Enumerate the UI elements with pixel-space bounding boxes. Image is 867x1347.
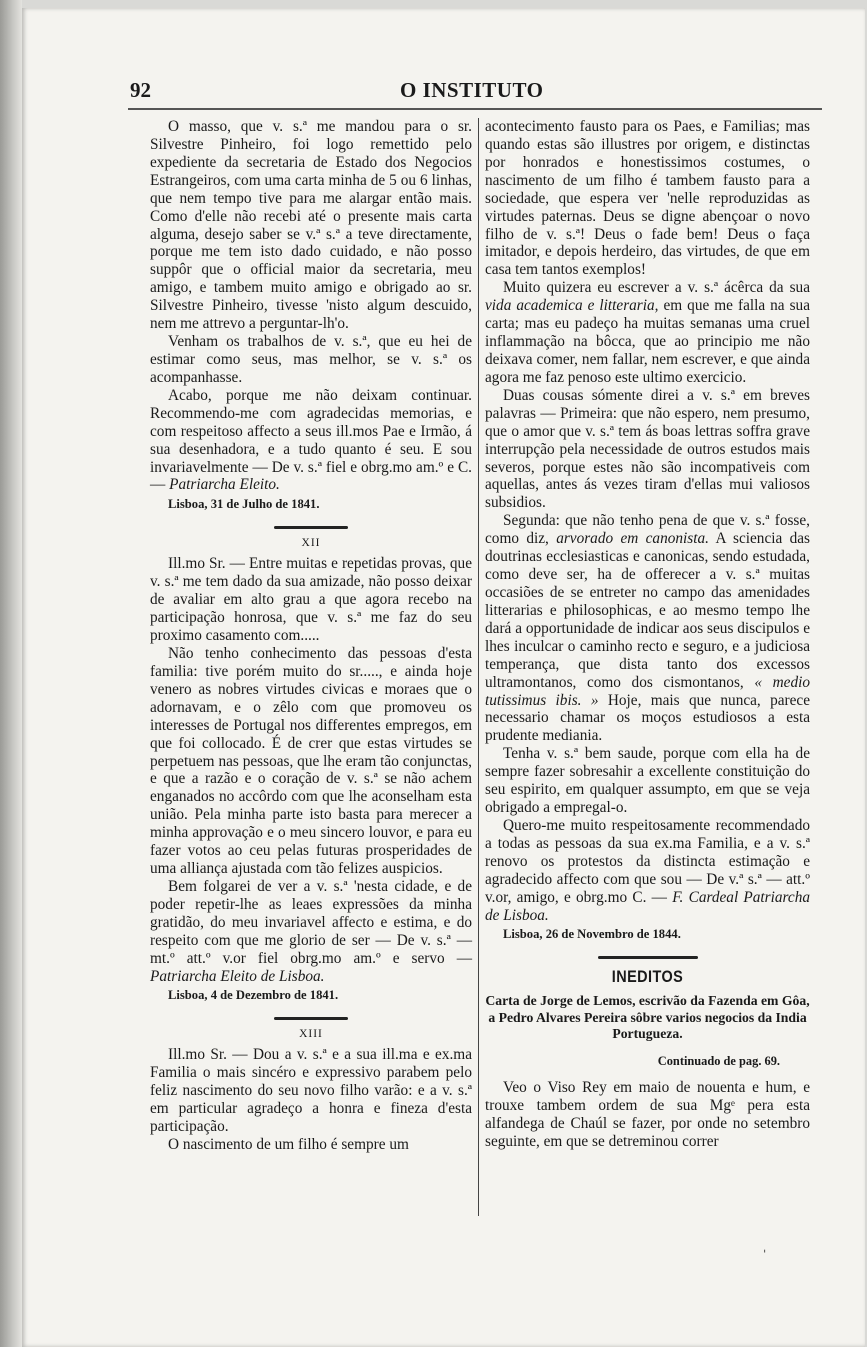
header-rule xyxy=(128,108,822,110)
paragraph: acontecimento fausto para os Paes, e Familias; mas quando estas são illustres por origem, e distinctas por honrados e honestissimos costumes, o nascimento de um filho é tambem fausto para a sociedade, que espera ver 'nelle reproduzidas as virtudes paternas. Deus se digne abençoar o novo filho de v. s.ª! Deus o fade bem! Deus o faça imitador, e depois herdeiro, das virtudes, de que em casa tem tantos exemplos! xyxy=(485,118,810,279)
section-separator xyxy=(485,956,810,959)
signature: Patriarcha Eleito. xyxy=(169,476,280,494)
paragraph xyxy=(485,817,810,925)
page-number: 92 xyxy=(130,78,151,102)
paragraph: Tenha v. s.ª bem saude, porque com ella ha de sempre fazer sobresahir a excellente constituição do seu espirito, em qualquer assumpto, em que se veja obrigado a empregal-o. xyxy=(485,745,810,817)
continued-note: Continuado de pag. 69. xyxy=(657,1053,780,1068)
letter-date: Lisboa, 31 de Julho de 1841. xyxy=(168,497,320,512)
right-column xyxy=(485,118,810,1151)
paragraph-text: Hoje, mais que nunca, parece necessario chamar os moços estudiosos a esta prudente mediania. xyxy=(485,691,811,745)
page-header xyxy=(130,78,800,104)
paragraph: Veo o Viso Rey em maio de nouenta e hum, e trouxe tambem ordem de sua Mgᵉ pera esta alfandega de Chaúl se fazer, por onde no setembro seguinte, em que se detreminou correr xyxy=(485,1078,810,1150)
paragraph-text: Acabo, porque me não deixam continuar. Recommendo-me com agradecidas memorias, e com respeitoso affecto a seus ill.mos Pae e Irmão, á sua desenhadora, e a tudo quanto é seu. E sou invariavelmente — De v. s.ª fiel e obrg.mo am.º e C. — xyxy=(150,386,472,494)
paragraph: O masso, que v. s.ª me mandou para o sr. Silvestre Pinheiro, foi logo remettido pelo expediente da secretaria de Estado dos Negocios Estrangeiros, com uma carta minha de 5 ou 6 linhas, que nem tempo tive para me alargar então mais. Como d'elle não recebi até o presente mais carta alguma, desejo saber se v.ª s.ª a teve directamente, porque me tem isto dado cuidado, e não posso suppôr que o official maior da secretaria, meu amigo, e tambem muito amigo e obrigado ao sr. Silvestre Pinheiro, tivesse 'nisto algum descuido, nem me attrevo a perguntar-lh'o. xyxy=(150,118,472,333)
section-number: XII xyxy=(301,537,321,550)
left-column xyxy=(150,118,472,1154)
section-title: INEDITOS xyxy=(611,967,684,987)
paragraph-text: Segunda: que não tenho pena de que v. s.ª fosse, como diz, xyxy=(485,512,810,548)
section-separator xyxy=(150,526,472,529)
paragraph xyxy=(150,387,472,495)
paragraph: Venham os trabalhos de v. s.ª, que eu hei de estimar como seus, mas melhor, se v. s.ª os acompanhasse. xyxy=(150,333,472,386)
signature: Patriarcha Eleito de Lisboa. xyxy=(150,967,325,985)
stray-mark: ˌ xyxy=(763,1240,767,1254)
paragraph-text: A sciencia das doutrinas ecclesiasticas e canonicas, sendo estudada, como deve ser, ha de offerecer a v. s.ª muitas occasiões de se entreter no campo das amenidades litterarias e philosophicas, e ao mesmo tempo lhe dará a opportunidade de indicar aos seus discipulos e lhes inculcar o caminho recto e seguro, e a judiciosa temperança, que dista tanto dos excessos ultramontanos, como dos cismontanos, xyxy=(485,530,811,691)
document-title: Carta de Jorge de Lemos, escrivão da Fazenda em Gôa, a Pedro Alvares Pereira sôbre varios negocios da India Portugueza. xyxy=(485,993,810,1042)
letter-date: Lisboa, 4 de Dezembro de 1841. xyxy=(168,988,339,1003)
paragraph: O nascimento de um filho é sempre um xyxy=(168,1136,409,1154)
paragraph-text: Quero-me muito respeitosamente recommendado a todas as pessoas da sua ex.ma Familia, e a v. s.ª renovo os protestos da distincta estimação e agradecido affecto com que sou — De v.ª s.ª — att.º v.or, amigo, e obrg.mo C. — xyxy=(485,816,810,906)
paragraph xyxy=(150,878,472,986)
paragraph: Não tenho conhecimento das pessoas d'esta familia: tive porém muito do sr....., e ainda hoje venero as nobres virtudes civicas e moraes que o adornavam, e o zêlo com que promoveu os interesses de Portugal nos differentes empregos, em que foi collocado. É de crer que estas virtudes se perpetuem nas pessoas, que lhe eram tão conjunctas, e que a razão e o coração de v. s.ª se não achem enganados no accôrdo com que lhe aconselham esta união. Pela minha parte isto basta para merecer a minha approvação e o meu sincero louvor, e para eu fazer votos ao ceu pelas futuras prosperidades de uma alliança ajustada com tão felizes auspicios. xyxy=(150,644,472,878)
running-title: O INSTITUTO xyxy=(400,78,544,102)
paragraph: Duas cousas sómente direi a v. s.ª em breves palavras — Primeira: que não espero, nem presumo, que o amor que v. s.ª tem ás boas lettras soffra grave interrupção pela necessidade de outros estudos mais severos, porque estes não são incompativeis com aquellas, antes ás vezes tiram d'ellas mui valiosos subsidios. xyxy=(485,386,810,512)
paragraph: Ill.mo Sr. — Dou a v. s.ª e a sua ill.ma e ex.ma Familia o mais sincéro e expressivo parabem pelo feliz nascimento do seu novo filho varão: e a v. s.ª em particular agradeço a honra e fineza d'esta participação. xyxy=(150,1046,472,1136)
page-binding-edge xyxy=(0,0,22,1347)
latin-quote: « medio tutissimus ibis. » xyxy=(485,673,810,709)
paragraph-text: Muito quizera eu escrever a v. s.ª ácêrca da sua xyxy=(503,279,810,297)
section-number: XIII xyxy=(299,1028,323,1041)
section-separator xyxy=(150,1017,472,1020)
paragraph-text: em que me falla na sua carta; mas eu padeço ha muitas semanas uma cruel inflammação na bôcca, que ao principio me não deixava comer, nem fallar, nem escrever, e que ainda agora me faz penoso este ultimo exercicio. xyxy=(485,297,810,386)
italic-phrase: vida academica e litteraria, xyxy=(485,297,659,315)
letter-date: Lisboa, 26 de Novembro de 1844. xyxy=(503,927,681,942)
paragraph xyxy=(485,279,810,387)
paragraph-text: Bem folgarei de ver a v. s.ª 'nesta cidade, e de poder repetir-lhe as leaes expressões da minha gratidão, do meu invariavel affecto e estima, e do respeito com que me glorio de ser — De v. s.ª — mt.º att.º v.or fiel obrg.mo am.º e servo — xyxy=(150,877,472,967)
column-divider xyxy=(478,118,479,1216)
signature: F. Cardeal Patriarcha de Lisboa. xyxy=(485,888,811,924)
italic-phrase: arvorado em canonista. xyxy=(556,530,709,548)
paragraph xyxy=(485,512,810,745)
paragraph: Ill.mo Sr. — Entre muitas e repetidas provas, que v. s.ª me tem dado da sua amizade, não posso deixar de avaliar em alto grau a que agora recebo na participação honrosa, que v. s.ª me faz do seu proximo casamento com..... xyxy=(150,555,472,645)
